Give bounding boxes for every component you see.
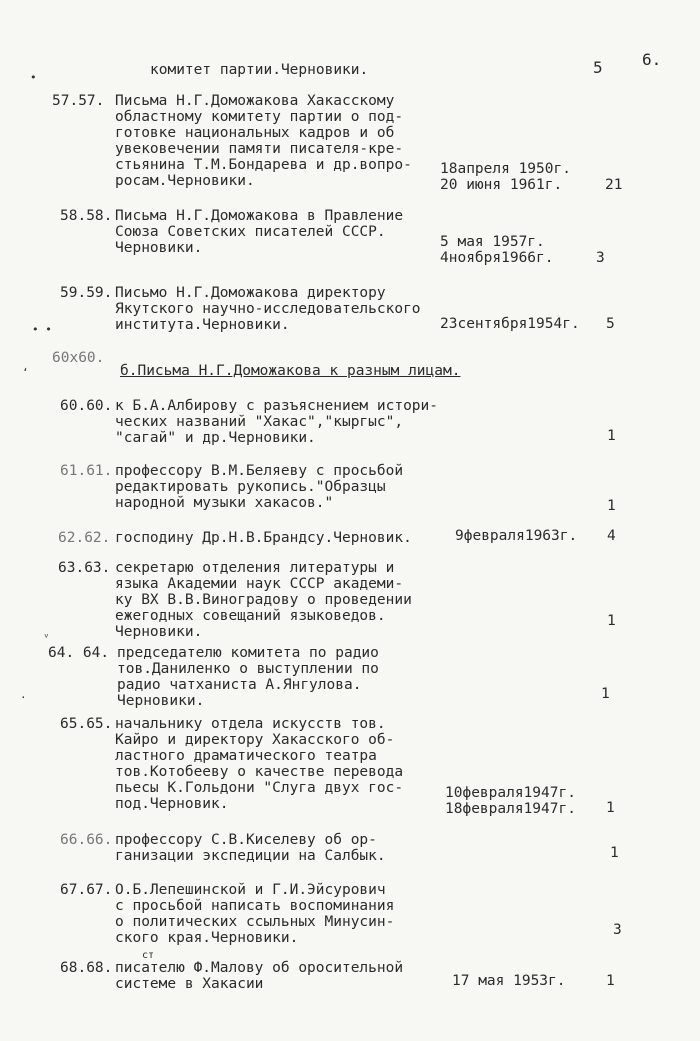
item-count: 1 xyxy=(607,498,616,514)
item-description: председателю комитета по радио тов.Даниленко о выступлении по радио чатханиста А.Янгулова. Черновики. xyxy=(117,645,379,709)
item-count: 3 xyxy=(613,922,622,938)
page-number-right: 6. xyxy=(642,50,662,69)
item-count: 1 xyxy=(601,686,610,702)
section-title: б.Письма Н.Г.Доможакова к разным лицам. xyxy=(120,363,461,379)
item-description: Письма Н.Г.Доможакова в Правление Союза Советских писателей СССР. Черновики. xyxy=(115,208,404,256)
item-dates: 10февраля1947г. 18февраля1947г. xyxy=(445,785,576,817)
handwritten-insert: ст xyxy=(142,950,155,961)
item-number: 66.66. xyxy=(60,832,113,848)
item-description: Письмо Н.Г.Доможакова директору Якутского научно-исследовательского института.Черновики. xyxy=(115,285,421,333)
item-number: 58.58. xyxy=(60,208,113,224)
scan-speck: • • xyxy=(32,323,52,336)
scan-speck: ᵛ xyxy=(43,631,50,644)
item-count: 1 xyxy=(610,845,619,861)
item-count: 3 xyxy=(596,250,605,266)
item-number: 63.63. xyxy=(58,560,111,576)
page-number-left: 5 xyxy=(593,58,603,77)
scan-speck: · xyxy=(20,691,27,704)
continuation-line: комитет партии.Черновики. xyxy=(150,62,369,78)
item-number: 61.61. xyxy=(60,463,113,479)
item-dates: 5 мая 1957г. 4ноября1966г. xyxy=(440,234,554,266)
item-description: начальнику отдела искусств тов. Кайро и директору Хакасского об- ластного драматического театра тов.Котобееву о качестве перевода пьесы К.Гольдони "Слуга двух гос- под.Черновик. xyxy=(115,716,404,812)
scan-speck: ʻ xyxy=(22,366,29,379)
item-description: профессору С.В.Киселеву об ор- ганизации экспедиции на Салбык. xyxy=(115,832,386,864)
item-count: 5 xyxy=(606,316,615,332)
item-number: 64. 64. xyxy=(48,645,110,661)
item-count: 4 xyxy=(607,528,616,544)
item-dates: 18апреля 1950г. 20 июня 1961г. xyxy=(440,161,571,193)
item-count: 1 xyxy=(607,428,616,444)
item-number: 68.68. xyxy=(60,960,113,976)
item-number: 60.60. xyxy=(60,398,113,414)
item-dates: 9февраля1963г. xyxy=(455,528,578,544)
item-count: 1 xyxy=(607,613,616,629)
item-description: О.Б.Лепешинской и Г.И.Эйсурович с просьбой написать воспоминания о политических ссыльных Минусин- ского края.Черновики. xyxy=(115,882,395,946)
item-description: профессору В.М.Беляеву с просьбой редактировать рукопись."Образцы народной музыки хакасов." xyxy=(115,463,404,511)
section-number: 60х60. xyxy=(52,350,105,366)
item-description: господину Др.Н.В.Брандсу.Черновик. xyxy=(115,530,412,546)
item-description: к Б.А.Албирову с разъяснением истори- ческих названий "Хакас","кыргыс", "сагай" и др.Черновики. xyxy=(115,398,439,446)
item-count: 21 xyxy=(605,177,623,193)
item-number: 65.65. xyxy=(60,716,113,732)
item-number: 67.67. xyxy=(60,882,113,898)
item-description: Письма Н.Г.Доможакова Хакасскому областному комитету партии о под- готовке национальных кадров и об увековечении памяти писателя-кре- стьянина Т.М.Бондарева и др.вопро- росам.Черновики. xyxy=(115,93,412,189)
item-dates: 17 мая 1953г. xyxy=(452,973,566,989)
item-number: 59.59. xyxy=(60,285,113,301)
item-description: писателю Ф.Малову об оросительной системе в Хакасии xyxy=(115,960,404,992)
item-number: 57.57. xyxy=(52,93,105,109)
scan-speck: • xyxy=(30,71,37,84)
item-count: 1 xyxy=(606,973,615,989)
item-description: секретарю отделения литературы и языка Академии наук СССР академи- ку ВХ В.В.Виноградову о проведении ежегодных совещаний языковедов. Черновики. xyxy=(115,560,412,640)
item-number: 62.62. xyxy=(58,530,111,546)
item-dates: 23сентября1954г. xyxy=(440,316,580,332)
item-count: 1 xyxy=(606,800,615,816)
